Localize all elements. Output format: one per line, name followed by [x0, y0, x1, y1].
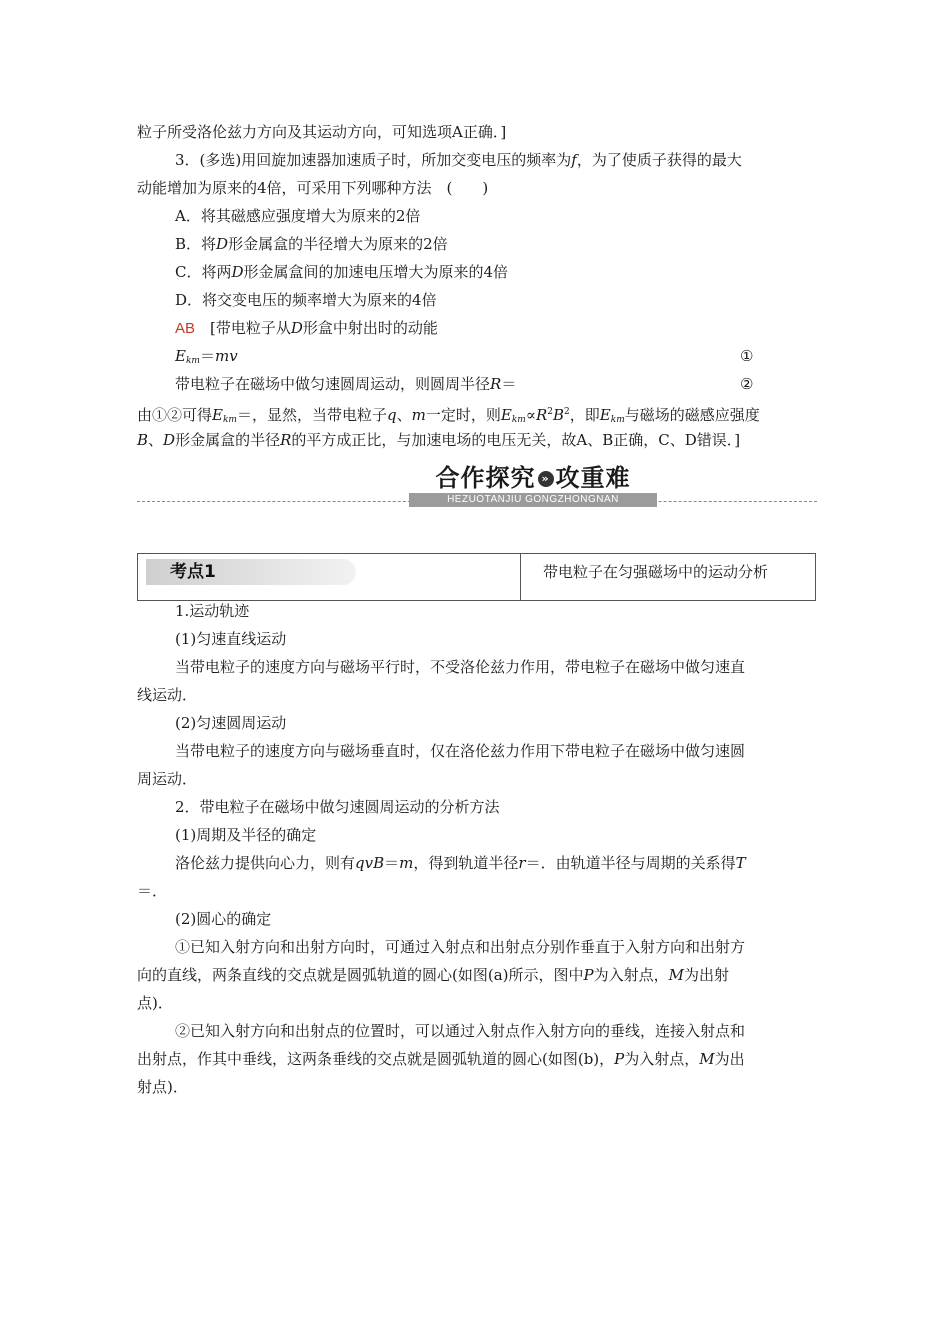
arrow-icon: » — [538, 471, 554, 487]
formula-ekm: $E_{km}=mv$ — [175, 347, 238, 366]
answer-explanation: AB [带电粒子从D形盒中射出时的动能 — [175, 319, 438, 337]
topic-badge: 考点1 — [146, 559, 356, 585]
paragraph: ②已知入射方向和出射点的位置时，可以通过入射点作入射方向的垂线，连接入射点和 — [175, 1022, 746, 1040]
paragraph-cont: 射点)． — [137, 1078, 188, 1096]
topic-title: 带电粒子在匀强磁场中的运动分析 — [543, 563, 769, 581]
banner-title: 合作探究 » 攻重难 — [409, 463, 657, 493]
paragraph-cont: 点)． — [137, 994, 173, 1012]
option-d: D．将交变电压的频率增大为原来的4倍 — [175, 291, 437, 309]
equation-number-1: ① — [740, 347, 754, 365]
option-c: C．将两D形金属盒间的加速电压增大为原来的4倍 — [175, 263, 509, 281]
question-3-stem: 3．(多选)用回旋加速器加速质子时，所加交变电压的频率为f，为了使质子获得的最大 — [175, 151, 742, 169]
paragraph: ①已知入射方向和出射方向时，可通过入射点和出射点分别作垂直于入射方向和出射方 — [175, 938, 746, 956]
option-a: A．将其磁感应强度增大为原来的2倍 — [175, 207, 421, 225]
topic-tab — [138, 554, 518, 590]
paragraph-cont: ＝． — [137, 882, 168, 900]
section-banner — [409, 463, 657, 509]
answer-label: AB — [175, 320, 196, 337]
topic-box — [137, 553, 816, 601]
paragraph-cont: 向的直线，两条直线的交点就是圆弧轨道的圆心(如图(a)所示，图中P为入射点，M为出射 — [137, 966, 729, 984]
paragraph: 当带电粒子的速度方向与磁场垂直时，仅在洛伦兹力作用下带电粒子在磁场中做匀速圆 — [175, 742, 746, 760]
banner-pinyin: HEZUOTANJIU GONGZHONGNAN — [409, 493, 657, 507]
text-line: 粒子所受洛伦兹力方向及其运动方向，可知选项A正确．] — [137, 123, 507, 141]
formula-radius: 带电粒子在磁场中做匀速圆周运动，则圆周半径R＝ — [175, 375, 517, 393]
explanation-line-end: B、D形金属盒的半径R的平方成正比，与加速电场的电压无关，故A、B正确，C、D错误．] — [137, 431, 741, 449]
heading-1: 1.运动轨迹 — [175, 602, 250, 620]
paragraph: 当带电粒子的速度方向与磁场平行时，不受洛伦兹力作用，带电粒子在磁场中做匀速直 — [175, 658, 746, 676]
option-b: B．将D形金属盒的半径增大为原来的2倍 — [175, 235, 448, 253]
paragraph: 洛伦兹力提供向心力，则有qvB＝m，得到轨道半径r＝．由轨道半径与周期的关系得T — [175, 854, 746, 872]
subheading: (1)匀速直线运动 — [175, 630, 287, 648]
subheading: (1)周期及半径的确定 — [175, 826, 317, 844]
explanation-line: 由①②可得$E_{km}=$，显然，当带电粒子q、m一定时，则$E_{km}\propto R^2B^2$，即$E_{km}$与磁场的磁感应强度 — [137, 406, 760, 425]
subheading: (2)圆心的确定 — [175, 910, 272, 928]
equation-number-2: ② — [740, 375, 754, 393]
paragraph-cont: 出射点，作其中垂线，这两条垂线的交点就是圆弧轨道的圆心(如图(b)，P为入射点，M为出 — [137, 1050, 745, 1068]
heading-2: 2．带电粒子在磁场中做匀速圆周运动的分析方法 — [175, 798, 500, 816]
paragraph-cont: 线运动． — [137, 686, 198, 704]
paragraph-cont: 周运动． — [137, 770, 198, 788]
topic-divider — [520, 554, 521, 600]
question-3-stem-cont: 动能增加为原来的4倍，可采用下列哪种方法 ( ) — [137, 179, 489, 197]
subheading: (2)匀速圆周运动 — [175, 714, 287, 732]
